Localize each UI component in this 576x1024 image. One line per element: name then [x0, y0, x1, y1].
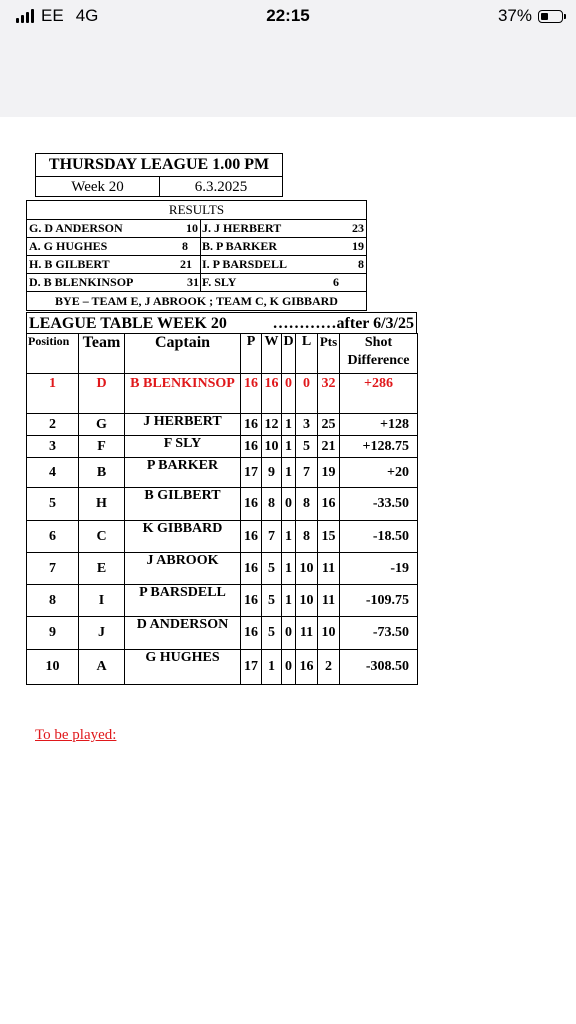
table-row: [27, 650, 418, 685]
result-home-team: H. B GILBERT: [29, 257, 110, 271]
league-table: [26, 333, 418, 685]
bye-notice: BYE – TEAM E, J ABROOK ; TEAM C, K GIBBARD: [55, 294, 338, 308]
captain-cell: K GIBBARD: [125, 521, 241, 553]
drawn-cell: 0: [282, 617, 296, 650]
lost-cell: 8: [296, 488, 318, 521]
battery-icon: [538, 10, 563, 23]
col-won: W: [262, 334, 282, 374]
captain-cell: J ABROOK: [125, 553, 241, 585]
shot-difference-cell: +286: [340, 374, 418, 414]
won-cell: 5: [262, 553, 282, 585]
table-row: [27, 414, 418, 436]
won-cell: 9: [262, 458, 282, 488]
played-cell: 16: [241, 553, 262, 585]
shot-difference-cell: -109.75: [340, 585, 418, 617]
table-row: [27, 374, 418, 414]
points-cell: 11: [318, 553, 340, 585]
shot-difference-cell: -308.50: [340, 650, 418, 685]
team-cell: C: [79, 521, 125, 553]
result-home-score: 10: [186, 221, 198, 235]
to-be-played-link[interactable]: To be played:: [35, 727, 117, 743]
points-cell: 19: [318, 458, 340, 488]
points-cell: 21: [318, 436, 340, 458]
table-row: [27, 458, 418, 488]
position-cell: 8: [27, 585, 79, 617]
drawn-cell: 1: [282, 436, 296, 458]
shot-difference-cell: +20: [340, 458, 418, 488]
col-played: P: [241, 334, 262, 374]
col-shot-difference: Shot Difference: [340, 334, 418, 374]
played-cell: 16: [241, 585, 262, 617]
result-away-team: I. P BARSDELL: [202, 257, 288, 271]
col-lost: L: [296, 334, 318, 374]
played-cell: 16: [241, 374, 262, 414]
shot-difference-cell: +128.75: [340, 436, 418, 458]
drawn-cell: 1: [282, 458, 296, 488]
position-cell: 1: [27, 374, 79, 414]
played-cell: 17: [241, 458, 262, 488]
won-cell: 7: [262, 521, 282, 553]
results-box: [26, 200, 367, 311]
shot-difference-cell: -19: [340, 553, 418, 585]
table-row: [27, 521, 418, 553]
drawn-cell: 1: [282, 585, 296, 617]
drawn-cell: 0: [282, 488, 296, 521]
shot-difference-cell: -73.50: [340, 617, 418, 650]
result-away-team: J. J HERBERT: [202, 221, 282, 235]
result-away-score: 6: [333, 275, 339, 289]
position-cell: 3: [27, 436, 79, 458]
position-cell: 5: [27, 488, 79, 521]
played-cell: 16: [241, 436, 262, 458]
status-right: [498, 6, 566, 26]
won-cell: 5: [262, 585, 282, 617]
result-home-score: 8: [182, 239, 188, 253]
position-cell: 10: [27, 650, 79, 685]
table-row: [27, 617, 418, 650]
col-drawn: D: [282, 334, 296, 374]
col-points: Pts: [318, 334, 340, 374]
table-row: [27, 585, 418, 617]
captain-cell: B GILBERT: [125, 488, 241, 521]
team-cell: D: [79, 374, 125, 414]
points-cell: 32: [318, 374, 340, 414]
shot-difference-cell: -33.50: [340, 488, 418, 521]
network-label: 4G: [75, 6, 99, 25]
col-team: Team: [79, 334, 125, 374]
result-home-score: 31: [187, 275, 199, 289]
result-away-score: 19: [352, 239, 364, 253]
captain-cell: D ANDERSON: [125, 617, 241, 650]
points-cell: 11: [318, 585, 340, 617]
captain-cell: G HUGHES: [125, 650, 241, 685]
drawn-cell: 1: [282, 553, 296, 585]
results-title: RESULTS: [168, 202, 225, 217]
lost-cell: 16: [296, 650, 318, 685]
team-cell: F: [79, 436, 125, 458]
drawn-cell: 1: [282, 414, 296, 436]
won-cell: 12: [262, 414, 282, 436]
lost-cell: 10: [296, 553, 318, 585]
captain-cell: P BARSDELL: [125, 585, 241, 617]
league-title: THURSDAY LEAGUE 1.00 PM: [48, 156, 270, 173]
shot-difference-cell: +128: [340, 414, 418, 436]
points-cell: 2: [318, 650, 340, 685]
captain-cell: B BLENKINSOP: [125, 374, 241, 414]
position-cell: 2: [27, 414, 79, 436]
points-cell: 15: [318, 521, 340, 553]
result-away-team: B. P BARKER: [202, 239, 278, 253]
captain-cell: P BARKER: [125, 458, 241, 488]
table-row: [27, 488, 418, 521]
played-cell: 16: [241, 488, 262, 521]
won-cell: 16: [262, 374, 282, 414]
col-captain: Captain: [125, 334, 241, 374]
points-cell: 10: [318, 617, 340, 650]
lost-cell: 0: [296, 374, 318, 414]
league-table-title: LEAGUE TABLE WEEK 20: [29, 315, 227, 332]
result-away-team: F. SLY: [202, 275, 237, 289]
battery-percent: 37%: [497, 6, 532, 25]
shot-difference-cell: -18.50: [340, 521, 418, 553]
position-cell: 7: [27, 553, 79, 585]
league-table-title-bar: [26, 312, 417, 334]
result-home-team: G. D ANDERSON: [29, 221, 123, 235]
lost-cell: 3: [296, 414, 318, 436]
won-cell: 10: [262, 436, 282, 458]
won-cell: 8: [262, 488, 282, 521]
team-cell: B: [79, 458, 125, 488]
result-away-score: 23: [352, 221, 364, 235]
lost-cell: 10: [296, 585, 318, 617]
result-home-score: 21: [180, 257, 192, 271]
lost-cell: 8: [296, 521, 318, 553]
won-cell: 5: [262, 617, 282, 650]
points-cell: 25: [318, 414, 340, 436]
played-cell: 16: [241, 521, 262, 553]
points-cell: 16: [318, 488, 340, 521]
drawn-cell: 0: [282, 374, 296, 414]
lost-cell: 11: [296, 617, 318, 650]
league-table-after: …………after 6/3/25: [272, 315, 414, 332]
clock: 22:15: [266, 6, 310, 25]
team-cell: E: [79, 553, 125, 585]
captain-cell: J HERBERT: [125, 414, 241, 436]
carrier-label: EE: [41, 6, 64, 25]
played-cell: 16: [241, 617, 262, 650]
table-row: [27, 436, 418, 458]
drawn-cell: 0: [282, 650, 296, 685]
team-cell: A: [79, 650, 125, 685]
lost-cell: 5: [296, 436, 318, 458]
position-cell: 6: [27, 521, 79, 553]
table-header-row: [27, 334, 418, 374]
result-home-team: D. B BLENKINSOP: [29, 275, 134, 289]
col-position: Position: [27, 334, 79, 374]
position-cell: 9: [27, 617, 79, 650]
played-cell: 16: [241, 414, 262, 436]
drawn-cell: 1: [282, 521, 296, 553]
position-cell: 4: [27, 458, 79, 488]
week-label: Week 20: [71, 179, 124, 195]
team-cell: H: [79, 488, 125, 521]
played-cell: 17: [241, 650, 262, 685]
result-away-score: 8: [358, 257, 364, 271]
won-cell: 1: [262, 650, 282, 685]
team-cell: G: [79, 414, 125, 436]
team-cell: J: [79, 617, 125, 650]
lost-cell: 7: [296, 458, 318, 488]
team-cell: I: [79, 585, 125, 617]
captain-cell: F SLY: [125, 436, 241, 458]
table-row: [27, 553, 418, 585]
match-date: 6.3.2025: [194, 179, 248, 195]
league-header: [35, 153, 283, 197]
result-home-team: A. G HUGHES: [29, 239, 108, 253]
status-bar: [0, 0, 576, 117]
